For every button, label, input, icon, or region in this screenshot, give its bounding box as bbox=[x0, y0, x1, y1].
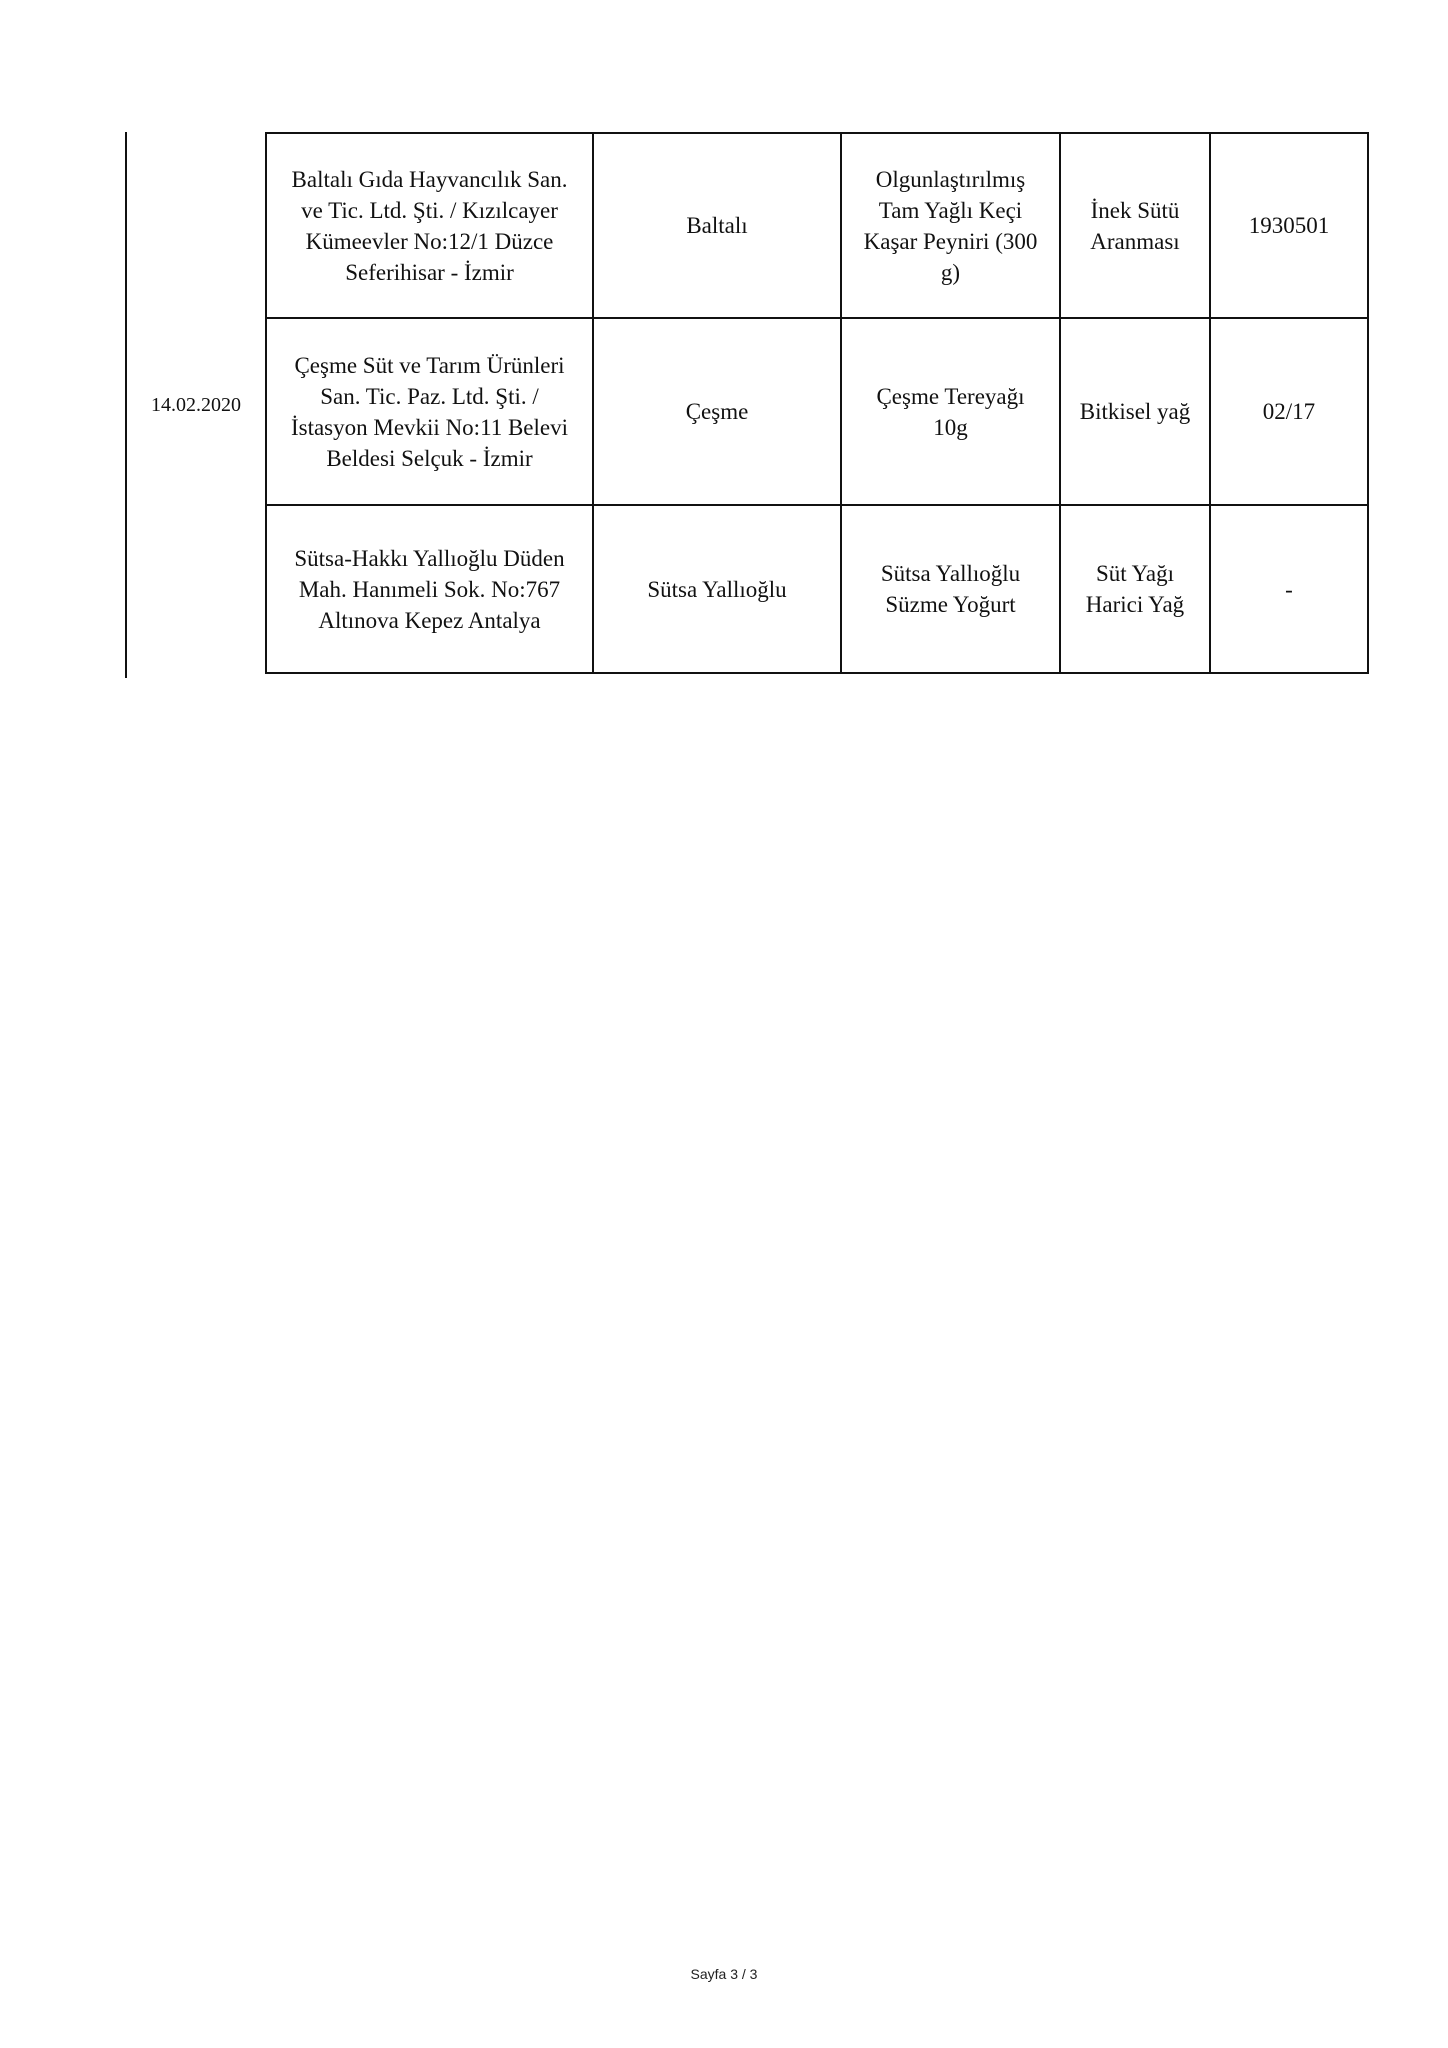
table-row bbox=[266, 133, 1368, 318]
batch-cell: 1930501 bbox=[1210, 133, 1368, 318]
batch-cell: - bbox=[1210, 505, 1368, 673]
brand-cell: Baltalı bbox=[593, 133, 841, 318]
table-row bbox=[266, 318, 1368, 505]
firm-cell: Sütsa-Hakkı Yallıoğlu Düden Mah. Hanımeli Sok. No:767 Altınova Kepez Antalya bbox=[266, 505, 593, 673]
product-cell: Çeşme Tereyağı 10g bbox=[841, 318, 1060, 505]
firm-cell: Baltalı Gıda Hayvancılık San. ve Tic. Ltd. Şti. / Kızılcayer Kümeevler No:12/1 Düzce Seferihisar - İzmir bbox=[266, 133, 593, 318]
batch-cell: 02/17 bbox=[1210, 318, 1368, 505]
brand-cell: Çeşme bbox=[593, 318, 841, 505]
date-cell bbox=[127, 132, 265, 678]
page-number: Sayfa 3 / 3 bbox=[690, 1966, 758, 1982]
page-footer bbox=[0, 1966, 1448, 1982]
brand-cell: Sütsa Yallıoğlu bbox=[593, 505, 841, 673]
product-cell: Olgunlaştırılmış Tam Yağlı Keçi Kaşar Peyniri (300 g) bbox=[841, 133, 1060, 318]
finding-cell: Bitkisel yağ bbox=[1060, 318, 1210, 505]
firm-cell: Çeşme Süt ve Tarım Ürünleri San. Tic. Paz. Ltd. Şti. / İstasyon Mevkii No:11 Belevi Beldesi Selçuk - İzmir bbox=[266, 318, 593, 505]
finding-cell: Süt Yağı Harici Yağ bbox=[1060, 505, 1210, 673]
product-cell: Sütsa Yallıoğlu Süzme Yoğurt bbox=[841, 505, 1060, 673]
results-table bbox=[265, 132, 1369, 674]
finding-cell: İnek Sütü Aranması bbox=[1060, 133, 1210, 318]
table-row bbox=[266, 505, 1368, 673]
date-text: 14.02.2020 bbox=[151, 393, 241, 416]
